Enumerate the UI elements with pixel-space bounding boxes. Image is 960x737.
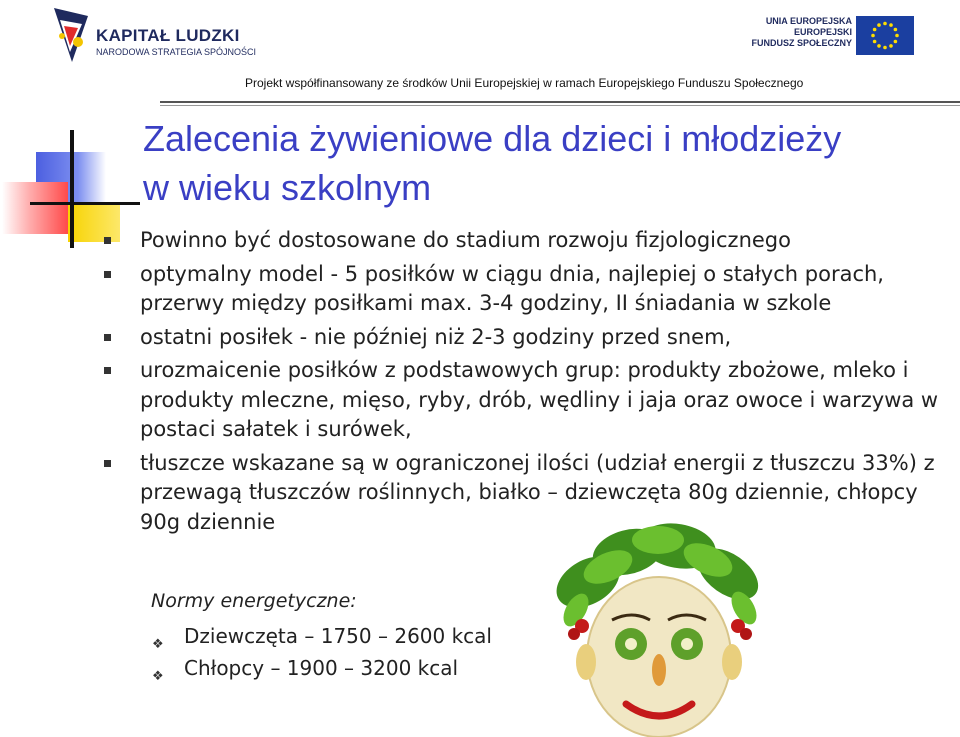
deco-horizontal-line	[30, 202, 140, 205]
bullet-item	[104, 226, 944, 256]
project-cofinancing-line: Projekt współfinansowany ze środków Unii Europejskiej w ramach Europejskiego Funduszu Społecznego	[245, 76, 804, 90]
diamond-bullet-icon: ❖	[152, 669, 164, 684]
bullet-item	[104, 356, 944, 445]
norm-item	[152, 652, 492, 684]
header-divider-thin	[160, 105, 960, 106]
slide-title	[143, 114, 960, 212]
eu-flag-icon	[856, 16, 914, 55]
kapital-ludzki-title: KAPITAŁ LUDZKI	[96, 26, 240, 45]
norm-text: Chłopcy – 1900 – 3200 kcal	[184, 656, 459, 680]
square-bullet-icon	[104, 334, 111, 341]
norm-item	[152, 620, 492, 652]
bullet-item	[104, 449, 944, 538]
bullet-text: ostatni posiłek - nie później niż 2-3 godziny przed snem,	[140, 324, 732, 349]
kapital-ludzki-logo	[52, 6, 257, 66]
slide-title-line-1: Zalecenia żywieniowe dla dzieci i młodzieży	[143, 118, 842, 159]
square-bullet-icon	[104, 237, 111, 244]
slide-title-line-2: w wieku szkolnym	[143, 167, 432, 208]
bullet-text: urozmaicenie posiłków z podstawowych grup: produkty zbożowe, mleko i produkty mleczne, mięso, ryby, drób, wędliny i jaja oraz owoce i warzywa w postaci sałatek i surówek,	[140, 358, 939, 441]
norm-text: Dziewczęta – 1750 – 2600 kcal	[184, 624, 492, 648]
energy-norms-label: Normy energetyczne:	[151, 590, 357, 612]
kapital-ludzki-logo-icon	[52, 6, 90, 64]
bullet-text: optymalny model - 5 posiłków w ciągu dnia, najlepiej o stałych porach, przerwy między posiłkami max. 3-4 godziny, II śniadania w szkole	[140, 261, 884, 315]
eu-line-3: FUNDUSZ SPOŁECZNY	[751, 38, 852, 48]
bullet-item	[104, 323, 944, 353]
square-bullet-icon	[104, 367, 111, 374]
slide-header	[0, 0, 960, 100]
eu-line-2: EUROPEJSKI	[793, 27, 852, 37]
square-bullet-icon	[104, 460, 111, 467]
energy-norms-list	[152, 620, 492, 684]
vegetable-face-illustration	[548, 522, 770, 737]
deco-red-square	[2, 182, 68, 234]
eu-fund-logo	[751, 16, 918, 56]
bullet-text: tłuszcze wskazane są w ograniczonej ilości (udział energii z tłuszczu 33%) z przewagą tłuszczów roślinnych, białko – dziewczęta 80g dziennie, chłopcy 90g dziennie	[140, 450, 935, 534]
deco-vertical-line	[70, 130, 74, 248]
square-bullet-icon	[104, 271, 111, 278]
main-bullet-list	[104, 226, 944, 541]
eu-line-1: UNIA EUROPEJSKA	[765, 16, 852, 26]
bullet-item	[104, 260, 944, 319]
kapital-ludzki-subtitle: NARODOWA STRATEGIA SPÓJNOŚCI	[96, 47, 257, 57]
diamond-bullet-icon: ❖	[152, 637, 164, 652]
bullet-text: Powinno być dostosowane do stadium rozwoju fizjologicznego	[140, 228, 791, 252]
header-divider	[160, 101, 960, 103]
eu-fund-text	[751, 16, 852, 49]
